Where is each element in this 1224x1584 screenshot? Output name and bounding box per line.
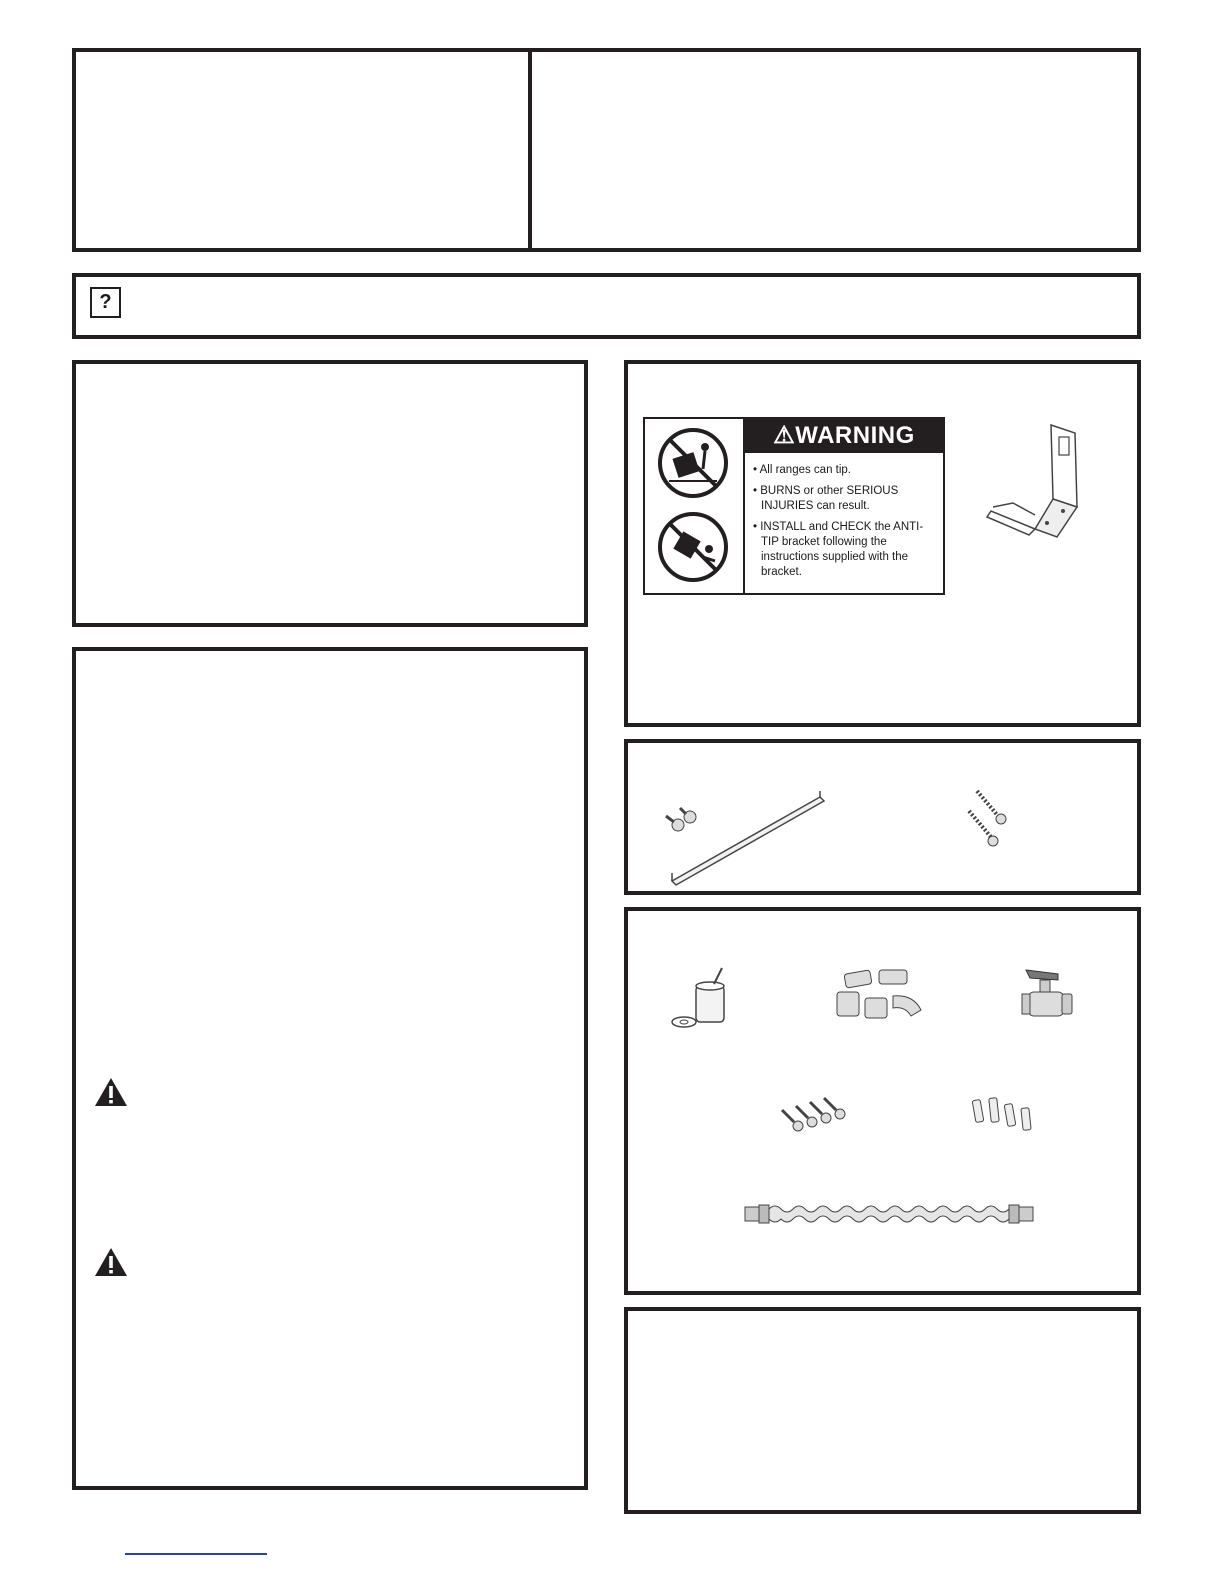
- anti-tip-panel: [624, 360, 1141, 727]
- footer-link[interactable]: [125, 1553, 267, 1555]
- wall-anchors-illustration: [970, 1094, 1040, 1139]
- warning-item: • INSTALL and CHECK the ANTI-TIP bracket following the instructions supplied with the bracket.: [751, 520, 939, 580]
- screws-illustration: [776, 1094, 856, 1139]
- warning-triangle-icon: ⚠: [773, 422, 796, 449]
- screws-illustration: [963, 787, 1023, 857]
- anti-tip-bracket-illustration: [983, 419, 1113, 549]
- caution-triangle-icon: [94, 1077, 128, 1107]
- questions-bar: [72, 273, 1141, 339]
- warning-item: • BURNS or other SERIOUS INJURIES can result.: [751, 484, 939, 514]
- tip-hazard-pictograms: [645, 419, 745, 593]
- anti-tip-warning-label: [643, 417, 945, 595]
- question-mark-icon: ?: [90, 287, 121, 318]
- pipe-fittings-illustration: [833, 966, 928, 1031]
- warning-item: • All ranges can tip.: [751, 463, 939, 478]
- bottom-right-panel: [624, 1307, 1141, 1514]
- shutoff-valve-illustration: [1018, 966, 1078, 1031]
- left-top-panel: [72, 360, 588, 627]
- header-left-panel: [72, 48, 532, 252]
- caution-triangle-icon: [94, 1247, 128, 1277]
- warning-heading: [745, 419, 943, 453]
- trim-strip-illustration: [668, 789, 828, 889]
- materials-needed-panel: [624, 907, 1141, 1295]
- pipe-joint-compound-illustration: [670, 966, 734, 1036]
- header-right-panel: [528, 48, 1141, 252]
- warning-items: [751, 463, 939, 586]
- flexible-gas-connector-illustration: [743, 1199, 1038, 1229]
- warning-heading-text: WARNING: [795, 422, 915, 449]
- parts-included-panel: [624, 739, 1141, 895]
- left-safety-panel: [72, 647, 588, 1490]
